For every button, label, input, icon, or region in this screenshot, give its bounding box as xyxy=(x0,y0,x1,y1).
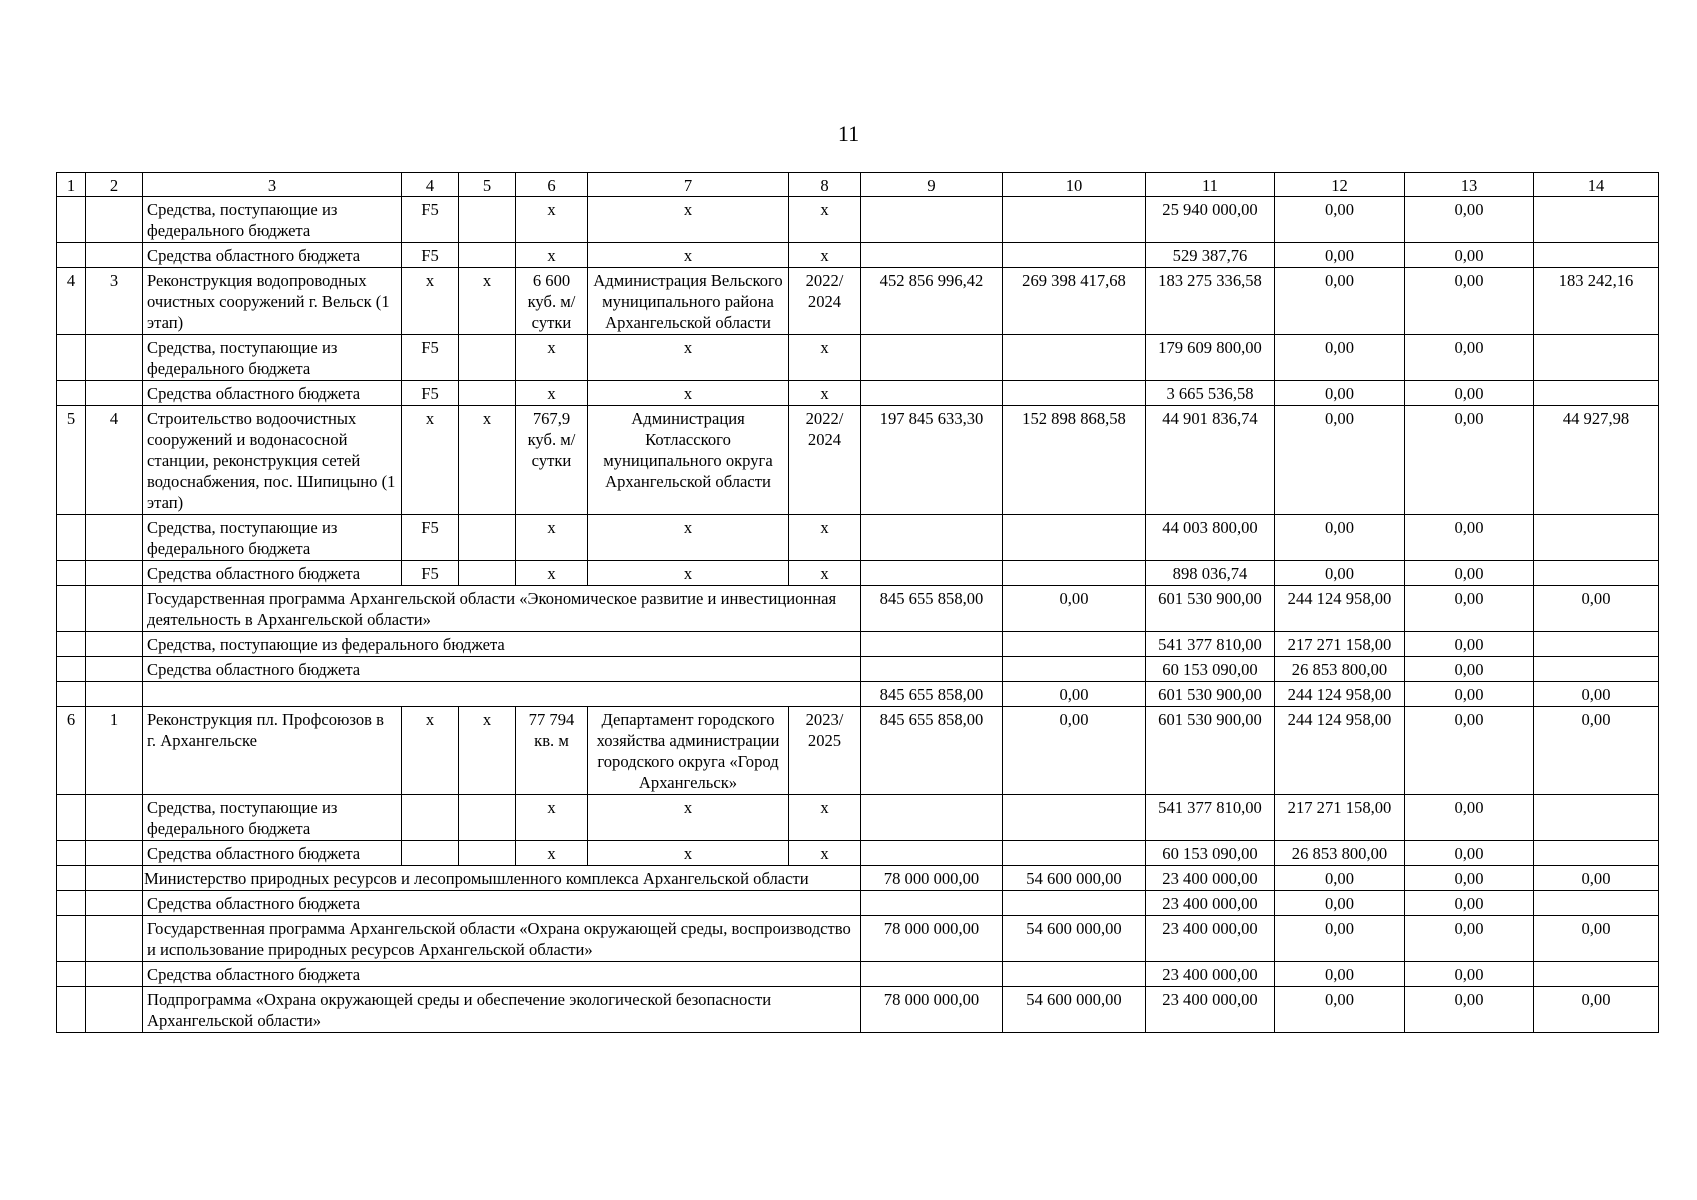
cell-code: F5 xyxy=(402,335,459,381)
cell-code: F5 xyxy=(402,561,459,586)
cell-capacity: x xyxy=(516,795,588,841)
cell-amount-9 xyxy=(861,335,1003,381)
cell-name: Средства, поступающие из федерального бюджета xyxy=(143,335,402,381)
cell-organization: Администрация Вельского муниципального района Архангельской области xyxy=(588,268,789,335)
cell-amount-11: 23 400 000,00 xyxy=(1146,987,1275,1033)
cell-amount-13: 0,00 xyxy=(1405,243,1534,268)
cell-code: x xyxy=(402,406,459,515)
cell-capacity: x xyxy=(516,841,588,866)
cell-capacity: 6 600 куб. м/ сутки xyxy=(516,268,588,335)
cell-code: F5 xyxy=(402,515,459,561)
cell-amount-9: 452 856 996,42 xyxy=(861,268,1003,335)
cell-amount-13: 0,00 xyxy=(1405,561,1534,586)
cell-capacity: 767,9 куб. м/ сутки xyxy=(516,406,588,515)
table-row xyxy=(57,795,1659,841)
cell-amount-11: 23 400 000,00 xyxy=(1146,891,1275,916)
cell-capacity: x xyxy=(516,381,588,406)
cell-amount-12: 244 124 958,00 xyxy=(1275,586,1405,632)
cell-amount-14: 0,00 xyxy=(1534,586,1659,632)
cell-col5 xyxy=(459,381,516,406)
cell-subnum: 4 xyxy=(86,406,143,515)
header-cell: 3 xyxy=(143,173,402,197)
cell-years: 2022/ 2024 xyxy=(789,268,861,335)
cell-code: x xyxy=(402,268,459,335)
cell-amount-12: 0,00 xyxy=(1275,891,1405,916)
cell-amount-12: 0,00 xyxy=(1275,916,1405,962)
cell-amount-12: 244 124 958,00 xyxy=(1275,707,1405,795)
cell-code xyxy=(402,841,459,866)
header-cell: 8 xyxy=(789,173,861,197)
program-funding-row xyxy=(57,657,1659,682)
program-title: Государственная программа Архангельской области «Экономическое развитие и инвестиционная деятельность в Архангельской области» xyxy=(143,586,861,632)
cell-amount-13: 0,00 xyxy=(1405,987,1534,1033)
cell-amount-9: 78 000 000,00 xyxy=(861,916,1003,962)
cell-capacity: x xyxy=(516,335,588,381)
cell-amount-14 xyxy=(1534,795,1659,841)
cell-code xyxy=(402,795,459,841)
cell-col5 xyxy=(459,515,516,561)
cell-amount-11: 23 400 000,00 xyxy=(1146,916,1275,962)
header-cell: 13 xyxy=(1405,173,1534,197)
cell-col5 xyxy=(459,795,516,841)
cell-amount-9 xyxy=(861,841,1003,866)
cell-amount-9: 845 655 858,00 xyxy=(861,682,1003,707)
cell-amount-11: 183 275 336,58 xyxy=(1146,268,1275,335)
subtotal-row xyxy=(57,682,1659,707)
program-row xyxy=(57,586,1659,632)
cell-amount-10: 269 398 417,68 xyxy=(1003,268,1146,335)
cell-amount-13: 0,00 xyxy=(1405,406,1534,515)
table-row xyxy=(57,381,1659,406)
cell-amount-11: 601 530 900,00 xyxy=(1146,586,1275,632)
cell-col5 xyxy=(459,841,516,866)
cell-num xyxy=(57,335,86,381)
cell-amount-9 xyxy=(861,561,1003,586)
cell-organization: x xyxy=(588,795,789,841)
table-row xyxy=(57,335,1659,381)
cell-amount-13: 0,00 xyxy=(1405,841,1534,866)
cell-capacity: x xyxy=(516,243,588,268)
program-title: Государственная программа Архангельской области «Охрана окружающей среды, воспроизводство и использование природных ресурсов Архангельской области» xyxy=(143,916,861,962)
cell-subnum xyxy=(86,243,143,268)
cell-amount-9 xyxy=(861,795,1003,841)
cell-amount-13: 0,00 xyxy=(1405,962,1534,987)
cell-amount-12: 0,00 xyxy=(1275,987,1405,1033)
cell-name: Средства областного бюджета xyxy=(143,381,402,406)
header-row xyxy=(57,173,1659,197)
cell-amount-14 xyxy=(1534,841,1659,866)
cell-amount-14: 44 927,98 xyxy=(1534,406,1659,515)
cell-amount-14: 0,00 xyxy=(1534,916,1659,962)
cell-amount-12: 26 853 800,00 xyxy=(1275,657,1405,682)
cell-amount-10 xyxy=(1003,795,1146,841)
cell-amount-10 xyxy=(1003,243,1146,268)
cell-num: 6 xyxy=(57,707,86,795)
cell-col5: x xyxy=(459,707,516,795)
cell-name: Средства областного бюджета xyxy=(143,561,402,586)
cell-amount-14: 0,00 xyxy=(1534,682,1659,707)
cell-code: F5 xyxy=(402,381,459,406)
cell-amount-12: 0,00 xyxy=(1275,268,1405,335)
cell-amount-11: 23 400 000,00 xyxy=(1146,962,1275,987)
cell-col5: x xyxy=(459,406,516,515)
header-cell: 7 xyxy=(588,173,789,197)
header-cell: 9 xyxy=(861,173,1003,197)
cell-name: Средства областного бюджета xyxy=(143,243,402,268)
cell-amount-9: 78 000 000,00 xyxy=(861,866,1003,891)
cell-organization: x xyxy=(588,841,789,866)
page-number: 11 xyxy=(837,121,860,146)
cell-amount-14: 183 242,16 xyxy=(1534,268,1659,335)
cell-amount-9: 197 845 633,30 xyxy=(861,406,1003,515)
cell-amount-13: 0,00 xyxy=(1405,586,1534,632)
cell-amount-9: 845 655 858,00 xyxy=(861,586,1003,632)
cell-amount-13: 0,00 xyxy=(1405,682,1534,707)
cell-num: 4 xyxy=(57,268,86,335)
cell-amount-14 xyxy=(1534,381,1659,406)
header-cell: 5 xyxy=(459,173,516,197)
cell-name: Реконструкция пл. Профсоюзов в г. Архангельске xyxy=(143,707,402,795)
cell-num xyxy=(57,561,86,586)
cell-amount-14: 0,00 xyxy=(1534,866,1659,891)
cell-amount-13: 0,00 xyxy=(1405,197,1534,243)
cell-amount-11: 25 940 000,00 xyxy=(1146,197,1275,243)
cell-col5 xyxy=(459,243,516,268)
header-cell: 2 xyxy=(86,173,143,197)
cell-num: 5 xyxy=(57,406,86,515)
cell-amount-11: 601 530 900,00 xyxy=(1146,682,1275,707)
subprogram-row xyxy=(57,987,1659,1033)
cell-amount-10: 54 600 000,00 xyxy=(1003,916,1146,962)
cell-name: Средства, поступающие из федерального бюджета xyxy=(143,197,402,243)
funding-label: Средства областного бюджета xyxy=(143,891,861,916)
cell-amount-13: 0,00 xyxy=(1405,632,1534,657)
cell-amount-13: 0,00 xyxy=(1405,381,1534,406)
cell-num xyxy=(57,841,86,866)
ministry-row xyxy=(57,866,1659,891)
cell-amount-14 xyxy=(1534,561,1659,586)
cell-amount-10: 0,00 xyxy=(1003,586,1146,632)
cell-amount-12: 217 271 158,00 xyxy=(1275,795,1405,841)
cell-amount-11: 60 153 090,00 xyxy=(1146,841,1275,866)
cell-organization: x xyxy=(588,335,789,381)
cell-amount-10: 54 600 000,00 xyxy=(1003,987,1146,1033)
cell-amount-11: 44 901 836,74 xyxy=(1146,406,1275,515)
funding-label: Средства, поступающие из федерального бюджета xyxy=(143,632,861,657)
cell-amount-11: 601 530 900,00 xyxy=(1146,707,1275,795)
cell-subnum: 1 xyxy=(86,707,143,795)
cell-amount-10: 54 600 000,00 xyxy=(1003,866,1146,891)
cell-years: x xyxy=(789,561,861,586)
table-row xyxy=(57,268,1659,335)
cell-organization: x xyxy=(588,515,789,561)
cell-amount-10 xyxy=(1003,197,1146,243)
cell-organization: x xyxy=(588,381,789,406)
cell-subnum xyxy=(86,795,143,841)
cell-amount-11: 541 377 810,00 xyxy=(1146,632,1275,657)
table-row xyxy=(57,707,1659,795)
cell-amount-12: 0,00 xyxy=(1275,866,1405,891)
table-row xyxy=(57,841,1659,866)
cell-years: x xyxy=(789,197,861,243)
funding-label: Средства областного бюджета xyxy=(143,962,861,987)
cell-code: F5 xyxy=(402,243,459,268)
cell-amount-10 xyxy=(1003,335,1146,381)
cell-amount-14: 0,00 xyxy=(1534,987,1659,1033)
cell-subnum xyxy=(86,561,143,586)
cell-amount-12: 0,00 xyxy=(1275,335,1405,381)
ministry-funding-row xyxy=(57,891,1659,916)
cell-amount-13: 0,00 xyxy=(1405,707,1534,795)
cell-name: Средства, поступающие из федерального бюджета xyxy=(143,795,402,841)
cell-amount-13: 0,00 xyxy=(1405,795,1534,841)
cell-name: Реконструкция водопроводных очистных сооружений г. Вельск (1 этап) xyxy=(143,268,402,335)
cell-years: x xyxy=(789,335,861,381)
cell-amount-11: 179 609 800,00 xyxy=(1146,335,1275,381)
cell-years: 2023/ 2025 xyxy=(789,707,861,795)
cell-amount-14 xyxy=(1534,243,1659,268)
cell-subnum xyxy=(86,515,143,561)
cell-amount-11: 44 003 800,00 xyxy=(1146,515,1275,561)
cell-amount-14 xyxy=(1534,197,1659,243)
cell-amount-10 xyxy=(1003,841,1146,866)
cell-subnum xyxy=(86,335,143,381)
cell-capacity: 77 794 кв. м xyxy=(516,707,588,795)
header-cell: 11 xyxy=(1146,173,1275,197)
budget-table xyxy=(56,172,1659,1033)
cell-amount-11: 3 665 536,58 xyxy=(1146,381,1275,406)
cell-amount-12: 0,00 xyxy=(1275,243,1405,268)
cell-amount-10 xyxy=(1003,381,1146,406)
program-funding-row xyxy=(57,632,1659,657)
cell-amount-10 xyxy=(1003,515,1146,561)
header-cell: 10 xyxy=(1003,173,1146,197)
cell-amount-9 xyxy=(861,243,1003,268)
cell-organization: x xyxy=(588,243,789,268)
cell-num xyxy=(57,243,86,268)
cell-capacity: x xyxy=(516,561,588,586)
cell-amount-11: 23 400 000,00 xyxy=(1146,866,1275,891)
cell-amount-14 xyxy=(1534,515,1659,561)
program-funding-row xyxy=(57,962,1659,987)
cell-amount-13: 0,00 xyxy=(1405,335,1534,381)
cell-years: x xyxy=(789,243,861,268)
cell-amount-13: 0,00 xyxy=(1405,657,1534,682)
table-row xyxy=(57,561,1659,586)
cell-organization: x xyxy=(588,197,789,243)
cell-amount-13: 0,00 xyxy=(1405,866,1534,891)
cell-years: 2022/ 2024 xyxy=(789,406,861,515)
cell-organization: Администрация Котласского муниципального округа Архангельской области xyxy=(588,406,789,515)
subprogram-title: Подпрограмма «Охрана окружающей среды и обеспечение экологической безопасности Архангельской области» xyxy=(143,987,861,1033)
cell-amount-9: 78 000 000,00 xyxy=(861,987,1003,1033)
cell-code: x xyxy=(402,707,459,795)
cell-amount-11: 541 377 810,00 xyxy=(1146,795,1275,841)
table-row xyxy=(57,243,1659,268)
cell-years: x xyxy=(789,841,861,866)
header-cell: 1 xyxy=(57,173,86,197)
cell-subnum xyxy=(86,381,143,406)
cell-amount-9 xyxy=(861,197,1003,243)
cell-amount-11: 60 153 090,00 xyxy=(1146,657,1275,682)
cell-name: Строительство водоочистных сооружений и водонасосной станции, реконструкция сетей водоснабжения, пос. Шипицыно (1 этап) xyxy=(143,406,402,515)
cell-organization: Департамент городского хозяйства администрации городского округа «Город Архангельск» xyxy=(588,707,789,795)
header-cell: 12 xyxy=(1275,173,1405,197)
cell-amount-9 xyxy=(861,515,1003,561)
cell-col5 xyxy=(459,335,516,381)
cell-years: x xyxy=(789,515,861,561)
cell-amount-10 xyxy=(1003,561,1146,586)
cell-amount-11: 898 036,74 xyxy=(1146,561,1275,586)
cell-amount-12: 0,00 xyxy=(1275,962,1405,987)
cell-col5: x xyxy=(459,268,516,335)
cell-amount-10: 0,00 xyxy=(1003,707,1146,795)
program-row xyxy=(57,916,1659,962)
cell-amount-12: 244 124 958,00 xyxy=(1275,682,1405,707)
cell-amount-10: 152 898 868,58 xyxy=(1003,406,1146,515)
cell-num xyxy=(57,515,86,561)
cell-capacity: x xyxy=(516,197,588,243)
cell-amount-12: 0,00 xyxy=(1275,381,1405,406)
cell-amount-13: 0,00 xyxy=(1405,891,1534,916)
cell-amount-12: 0,00 xyxy=(1275,515,1405,561)
header-cell: 4 xyxy=(402,173,459,197)
cell-code: F5 xyxy=(402,197,459,243)
table-row xyxy=(57,406,1659,515)
header-cell: 6 xyxy=(516,173,588,197)
cell-name: Средства, поступающие из федерального бюджета xyxy=(143,515,402,561)
cell-organization: x xyxy=(588,561,789,586)
cell-amount-13: 0,00 xyxy=(1405,515,1534,561)
cell-subnum xyxy=(86,197,143,243)
table-row xyxy=(57,515,1659,561)
cell-amount-12: 217 271 158,00 xyxy=(1275,632,1405,657)
cell-num xyxy=(57,381,86,406)
cell-amount-13: 0,00 xyxy=(1405,916,1534,962)
cell-amount-12: 0,00 xyxy=(1275,197,1405,243)
cell-subnum: 3 xyxy=(86,268,143,335)
cell-years: x xyxy=(789,795,861,841)
funding-label: Средства областного бюджета xyxy=(143,657,861,682)
ministry-title: Министерство природных ресурсов и лесопромышленного комплекса Архангельской области xyxy=(143,866,861,891)
cell-name: Средства областного бюджета xyxy=(143,841,402,866)
cell-amount-9: 845 655 858,00 xyxy=(861,707,1003,795)
cell-amount-14 xyxy=(1534,335,1659,381)
cell-amount-12: 0,00 xyxy=(1275,561,1405,586)
cell-amount-12: 26 853 800,00 xyxy=(1275,841,1405,866)
cell-subnum xyxy=(86,841,143,866)
cell-amount-14: 0,00 xyxy=(1534,707,1659,795)
header-cell: 14 xyxy=(1534,173,1659,197)
cell-capacity: x xyxy=(516,515,588,561)
cell-col5 xyxy=(459,197,516,243)
cell-col5 xyxy=(459,561,516,586)
cell-amount-11: 529 387,76 xyxy=(1146,243,1275,268)
cell-num xyxy=(57,197,86,243)
table-row xyxy=(57,197,1659,243)
cell-years: x xyxy=(789,381,861,406)
cell-amount-13: 0,00 xyxy=(1405,268,1534,335)
cell-amount-10: 0,00 xyxy=(1003,682,1146,707)
cell-num xyxy=(57,795,86,841)
cell-amount-12: 0,00 xyxy=(1275,406,1405,515)
cell-amount-9 xyxy=(861,381,1003,406)
